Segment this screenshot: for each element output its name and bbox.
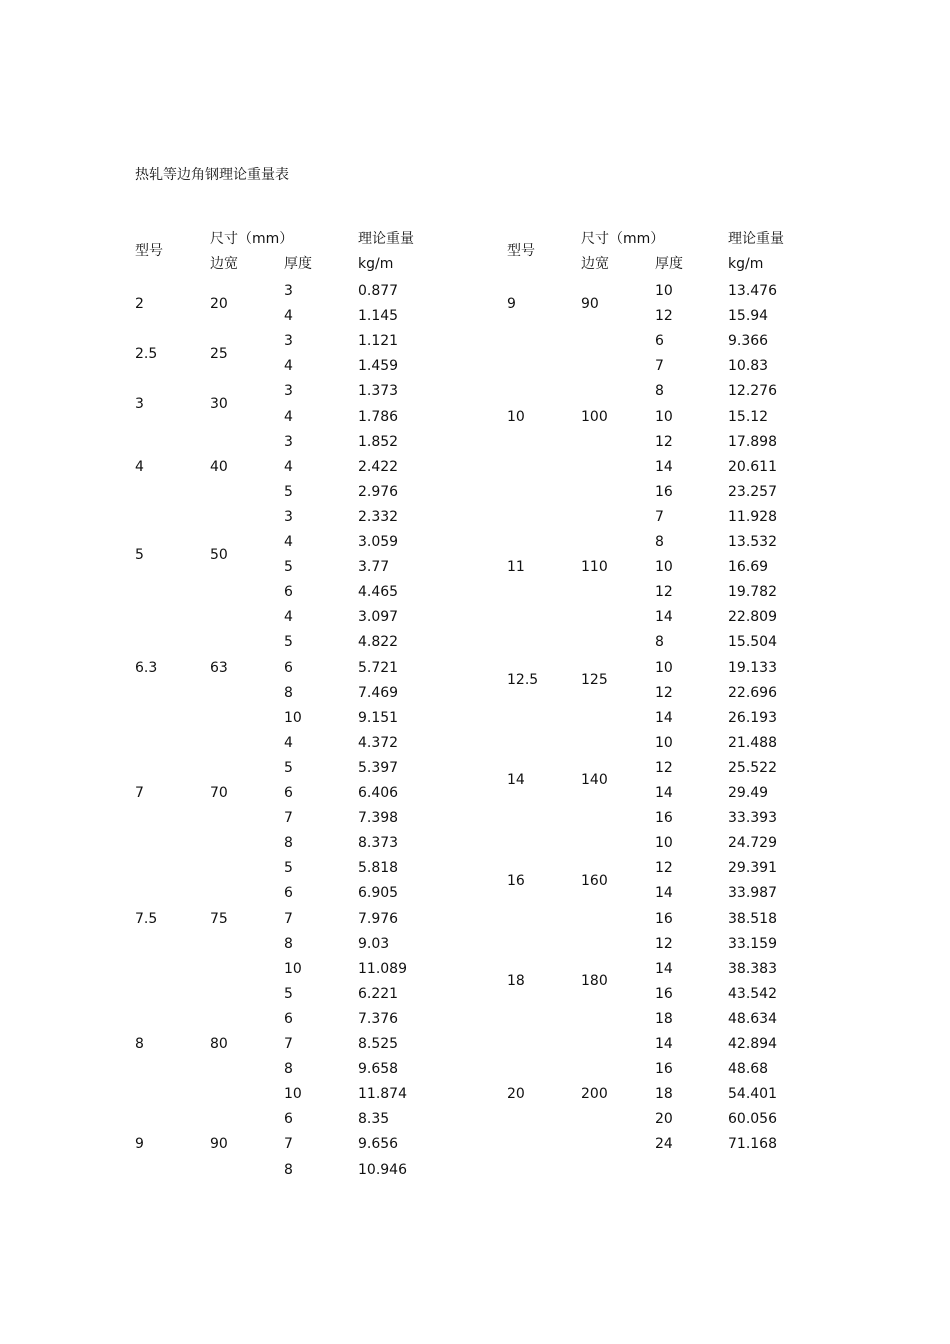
right-cell-width: 125	[581, 672, 608, 689]
right-cell-thickness: 20	[655, 1111, 673, 1128]
right-cell-weight: 13.532	[728, 534, 777, 550]
right-cell-thickness: 18	[655, 1010, 673, 1027]
right-cell-weight: 38.518	[728, 910, 777, 927]
left-header-unit: kg/m	[358, 256, 394, 272]
left-cell-weight: 7.398	[358, 810, 399, 827]
right-cell-model: 12.5	[507, 672, 539, 689]
right-cell-weight: 42.894	[728, 1036, 777, 1052]
right-cell-width: 100	[581, 408, 608, 425]
left-cell-weight: 3.059	[358, 534, 399, 550]
right-cell-thickness: 8	[655, 383, 664, 400]
left-cell-thickness: 5	[284, 559, 293, 576]
right-cell-weight: 15.12	[728, 408, 769, 425]
right-cell-thickness: 10	[655, 283, 673, 299]
right-cell-thickness: 14	[655, 960, 673, 977]
right-cell-model: 20	[507, 1086, 525, 1103]
left-cell-weight: 5.721	[358, 659, 399, 676]
left-cell-width: 50	[210, 546, 228, 563]
left-cell-model: 8	[135, 1036, 144, 1052]
left-cell-model: 2.5	[135, 345, 158, 362]
right-cell-thickness: 16	[655, 985, 673, 1002]
right-cell-weight: 71.168	[728, 1136, 777, 1153]
left-cell-weight: 9.03	[358, 935, 390, 952]
right-cell-model: 14	[507, 772, 525, 789]
left-cell-thickness: 7	[284, 1036, 293, 1052]
left-header-size: 尺寸（mm）	[210, 231, 294, 247]
left-cell-weight: 8.525	[358, 1036, 399, 1052]
left-cell-thickness: 7	[284, 910, 293, 927]
right-cell-weight: 60.056	[728, 1111, 777, 1128]
right-cell-weight: 33.987	[728, 885, 777, 902]
right-cell-weight: 15.94	[728, 308, 769, 325]
left-header-weight: 理论重量	[358, 231, 414, 247]
right-cell-weight: 17.898	[728, 433, 777, 450]
left-cell-thickness: 10	[284, 960, 302, 977]
left-cell-weight: 7.976	[358, 910, 399, 927]
page-title: 热轧等边角钢理论重量表	[135, 167, 289, 183]
left-cell-width: 30	[210, 395, 228, 412]
left-cell-weight: 7.469	[358, 684, 399, 701]
left-header-thickness: 厚度	[284, 256, 312, 272]
left-cell-thickness: 7	[284, 1136, 293, 1153]
right-cell-thickness: 7	[655, 358, 664, 375]
left-cell-weight: 4.465	[358, 584, 399, 601]
right-cell-thickness: 10	[655, 659, 673, 676]
left-cell-thickness: 4	[284, 734, 293, 751]
left-cell-model: 5	[135, 546, 144, 563]
right-cell-thickness: 16	[655, 810, 673, 827]
left-header-width: 边宽	[210, 256, 238, 272]
left-cell-thickness: 8	[284, 935, 293, 952]
left-cell-model: 9	[135, 1136, 144, 1153]
right-cell-thickness: 14	[655, 458, 673, 475]
left-cell-weight: 1.121	[358, 333, 399, 350]
right-cell-thickness: 14	[655, 785, 673, 801]
right-cell-width: 180	[581, 973, 608, 990]
left-cell-width: 75	[210, 910, 228, 927]
left-cell-thickness: 4	[284, 534, 293, 550]
right-cell-weight: 54.401	[728, 1086, 777, 1103]
right-cell-model: 10	[507, 408, 525, 425]
left-cell-thickness: 3	[284, 508, 293, 525]
left-cell-weight: 4.822	[358, 634, 399, 651]
left-cell-thickness: 8	[284, 1161, 293, 1178]
right-cell-thickness: 10	[655, 408, 673, 425]
left-cell-thickness: 3	[284, 283, 293, 299]
right-cell-thickness: 12	[655, 684, 673, 701]
right-header-model: 型号	[507, 243, 535, 259]
right-cell-thickness: 10	[655, 835, 673, 852]
left-cell-weight: 1.786	[358, 408, 399, 425]
right-cell-weight: 9.366	[728, 333, 769, 350]
left-cell-thickness: 4	[284, 609, 293, 626]
left-header-model: 型号	[135, 243, 163, 259]
right-cell-thickness: 16	[655, 1061, 673, 1078]
left-cell-model: 3	[135, 395, 144, 412]
left-cell-weight: 5.397	[358, 759, 399, 776]
right-cell-thickness: 7	[655, 508, 664, 525]
right-cell-weight: 15.504	[728, 634, 777, 651]
left-cell-width: 40	[210, 458, 228, 475]
left-cell-weight: 9.658	[358, 1061, 399, 1078]
right-cell-weight: 25.522	[728, 759, 777, 776]
left-cell-model: 2	[135, 295, 144, 312]
right-cell-model: 18	[507, 973, 525, 990]
right-cell-weight: 21.488	[728, 734, 777, 751]
left-cell-thickness: 5	[284, 985, 293, 1002]
left-cell-thickness: 8	[284, 1061, 293, 1078]
left-cell-weight: 2.422	[358, 458, 399, 475]
left-cell-width: 90	[210, 1136, 228, 1153]
right-cell-thickness: 24	[655, 1136, 673, 1153]
right-cell-thickness: 8	[655, 534, 664, 550]
right-cell-weight: 24.729	[728, 835, 777, 852]
left-cell-thickness: 10	[284, 1086, 302, 1103]
right-cell-thickness: 14	[655, 709, 673, 726]
left-cell-weight: 0.877	[358, 283, 399, 299]
left-cell-weight: 3.77	[358, 559, 390, 576]
left-cell-weight: 9.151	[358, 709, 399, 726]
left-cell-weight: 6.406	[358, 785, 399, 801]
right-cell-thickness: 12	[655, 935, 673, 952]
left-cell-model: 6.3	[135, 659, 158, 676]
left-cell-weight: 1.852	[358, 433, 399, 450]
left-cell-weight: 11.874	[358, 1086, 407, 1103]
left-cell-weight: 10.946	[358, 1161, 407, 1178]
left-cell-weight: 2.976	[358, 483, 399, 500]
left-cell-thickness: 6	[284, 1010, 293, 1027]
left-cell-weight: 1.145	[358, 308, 399, 325]
left-cell-width: 80	[210, 1036, 228, 1052]
left-cell-thickness: 6	[284, 659, 293, 676]
left-cell-thickness: 3	[284, 333, 293, 350]
right-cell-thickness: 6	[655, 333, 664, 350]
right-cell-thickness: 12	[655, 759, 673, 776]
right-cell-weight: 10.83	[728, 358, 769, 375]
left-cell-thickness: 4	[284, 358, 293, 375]
right-cell-weight: 23.257	[728, 483, 777, 500]
left-cell-weight: 8.35	[358, 1111, 390, 1128]
left-cell-thickness: 3	[284, 383, 293, 400]
left-cell-weight: 6.221	[358, 985, 399, 1002]
left-cell-thickness: 3	[284, 433, 293, 450]
left-cell-thickness: 5	[284, 483, 293, 500]
left-cell-weight: 5.818	[358, 860, 399, 877]
right-cell-weight: 20.611	[728, 458, 777, 475]
left-cell-width: 70	[210, 785, 228, 801]
left-cell-thickness: 5	[284, 860, 293, 877]
left-cell-thickness: 4	[284, 308, 293, 325]
left-cell-thickness: 5	[284, 634, 293, 651]
right-header-width: 边宽	[581, 256, 609, 272]
right-cell-weight: 26.193	[728, 709, 777, 726]
right-cell-width: 200	[581, 1086, 608, 1103]
right-cell-thickness: 12	[655, 433, 673, 450]
right-cell-thickness: 16	[655, 910, 673, 927]
left-cell-thickness: 4	[284, 458, 293, 475]
right-cell-thickness: 14	[655, 885, 673, 902]
right-cell-width: 140	[581, 772, 608, 789]
right-cell-weight: 22.696	[728, 684, 777, 701]
right-cell-thickness: 18	[655, 1086, 673, 1103]
right-cell-weight: 11.928	[728, 508, 777, 525]
right-cell-weight: 48.68	[728, 1061, 769, 1078]
right-cell-thickness: 8	[655, 634, 664, 651]
right-cell-weight: 38.383	[728, 960, 777, 977]
left-cell-thickness: 10	[284, 709, 302, 726]
left-cell-weight: 9.656	[358, 1136, 399, 1153]
right-cell-weight: 19.133	[728, 659, 777, 676]
right-cell-thickness: 10	[655, 734, 673, 751]
right-cell-thickness: 12	[655, 308, 673, 325]
right-cell-weight: 19.782	[728, 584, 777, 601]
right-header-thickness: 厚度	[655, 256, 683, 272]
right-cell-weight: 29.391	[728, 860, 777, 877]
left-cell-width: 20	[210, 295, 228, 312]
right-cell-model: 16	[507, 872, 525, 889]
left-cell-thickness: 6	[284, 1111, 293, 1128]
right-cell-thickness: 12	[655, 584, 673, 601]
left-cell-width: 63	[210, 659, 228, 676]
left-cell-weight: 11.089	[358, 960, 407, 977]
left-cell-thickness: 7	[284, 810, 293, 827]
right-header-unit: kg/m	[728, 256, 764, 272]
left-cell-weight: 1.459	[358, 358, 399, 375]
left-cell-weight: 6.905	[358, 885, 399, 902]
right-cell-weight: 33.159	[728, 935, 777, 952]
right-cell-weight: 16.69	[728, 559, 769, 576]
right-cell-thickness: 10	[655, 559, 673, 576]
left-cell-thickness: 8	[284, 684, 293, 701]
right-cell-thickness: 16	[655, 483, 673, 500]
right-cell-width: 160	[581, 872, 608, 889]
left-cell-thickness: 6	[284, 885, 293, 902]
right-cell-thickness: 12	[655, 860, 673, 877]
right-cell-model: 9	[507, 295, 516, 312]
left-cell-thickness: 6	[284, 584, 293, 601]
left-cell-weight: 4.372	[358, 734, 399, 751]
left-cell-weight: 7.376	[358, 1010, 399, 1027]
right-header-size: 尺寸（mm）	[581, 231, 665, 247]
left-cell-weight: 1.373	[358, 383, 399, 400]
right-cell-width: 110	[581, 559, 608, 576]
left-cell-model: 7.5	[135, 910, 158, 927]
right-cell-thickness: 14	[655, 1036, 673, 1052]
left-cell-thickness: 4	[284, 408, 293, 425]
right-cell-weight: 29.49	[728, 785, 769, 801]
right-header-weight: 理论重量	[728, 231, 784, 247]
left-cell-weight: 2.332	[358, 508, 399, 525]
right-cell-model: 11	[507, 559, 525, 576]
right-cell-weight: 12.276	[728, 383, 777, 400]
left-cell-weight: 8.373	[358, 835, 399, 852]
left-cell-model: 7	[135, 785, 144, 801]
right-cell-weight: 13.476	[728, 283, 777, 299]
left-cell-weight: 3.097	[358, 609, 399, 626]
right-cell-weight: 48.634	[728, 1010, 777, 1027]
right-cell-thickness: 14	[655, 609, 673, 626]
left-cell-width: 25	[210, 345, 228, 362]
left-cell-model: 4	[135, 458, 144, 475]
left-cell-thickness: 5	[284, 759, 293, 776]
right-cell-weight: 33.393	[728, 810, 777, 827]
right-cell-width: 90	[581, 295, 599, 312]
right-cell-weight: 22.809	[728, 609, 777, 626]
right-cell-weight: 43.542	[728, 985, 777, 1002]
left-cell-thickness: 6	[284, 785, 293, 801]
left-cell-thickness: 8	[284, 835, 293, 852]
